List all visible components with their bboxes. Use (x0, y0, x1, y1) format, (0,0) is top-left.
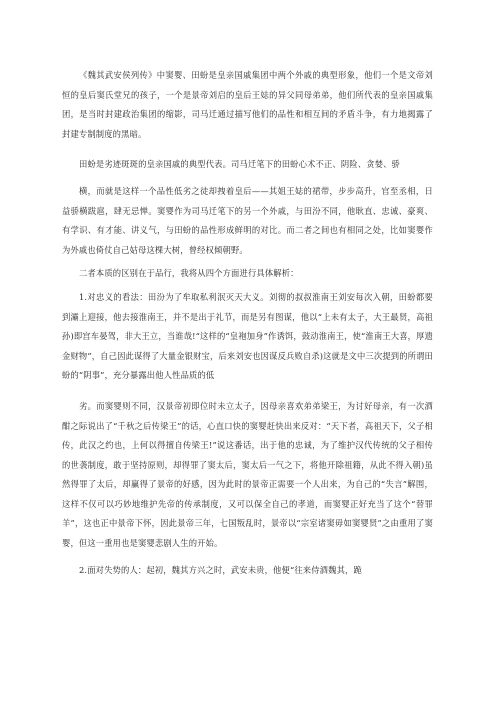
paragraph-four-aspects: 二者本质的区别在于品行，我将从四个方面进行具体解析： (79, 268, 299, 279)
paragraph-intro: 《魏其武安侯列传》中窦婴、田蚡是皇亲国戚集团中两个外戚的典型形象，他们一个是文帝刘恒的皇后窦氏堂兄的孩子，一个是景帝刘启的皇后王娡的异父同母弟弟，他们所代表的皇亲国戚集团，是当时封建政治集团的缩影，司马迁通过描写他们的品性和相互间的矛盾斗争，有力地揭露了封建专制制度的黑暗。 (62, 70, 433, 139)
paragraph-tianfen-intro: 田蚡是劣迹斑斑的皇亲国戚的典型代表。司马迁笔下的田蚡心术不正、阴险、贪婪、骄 (79, 159, 400, 170)
paragraph-contrast: 横，而就是这样一个品性低劣之徒却拽着皇后——其姐王娡的裙带，步步高升，官至丞相，日益骄横跋扈，肆无忌惮。窦婴作为司马迁笔下的另一个外戚，与田汾不同，他耿直、忠诚、豪爽、有学识、有才能、讲义气，与田蚡的品性形成鲜明的对比。而二者之间也有相同之处，比如窦婴作为外戚也倚仗自己姑母这棵大树，曾经权倾朝野。 (62, 185, 433, 255)
document-body (62, 66, 433, 580)
paragraph-douying: 劣。而窦婴则不同，汉景帝初即位时未立太子，因母亲喜欢弟弟梁王，为讨好母亲，有一次酒酣之际说出了“千秋之后传梁王”的话，心直口快的窦婴赶快出来反对：“天下者，高祖天下，父子相传，此汉之约也，上何以得擅自传梁王!”说这番话，出于他的忠诚，为了维护汉代传统的父子相传的世袭制度，敢于坚持原则，却得罪了窦太后，窦太后一气之下，将他开除祖籍，从此不得入朝)虽然得罪了太后，却赢得了景帝的好感，因为此时的景帝正需要一个人出来，为自己的“失言”解围，这样不仅可以巧妙地维护先帝的传承制度，又可以保全自己的孝道，而窦婴正好充当了这个“替罪羊”，这也正中景帝下怀，因此景帝三年，七国叛乱时，景帝以“宗室诸窦毋如窦婴贤”之由重用了窦婴，但这一重用也是窦婴悲剧人生的开始。 (62, 400, 433, 549)
paragraph-lost-power: 2.面对失势的人：起初，魏其方兴之时，武安未贵，他便“往来侍酒魏其，跪 (79, 564, 362, 575)
paragraph-loyalty: 1.对忠义的看法：田汾为了牟取私利泯灭天大义。刘彻的叔叔淮南王刘安每次入朝，田蚡都要到灞上迎接，他去接淮南王，并不是出于礼节，而是另有图谋，他以“上未有太子，大王最贤，高祖孙)即宫车晏驾，非大王立，当谁哉!“这样的“皇袍加身”作诱饵，鼓动淮南王，使“淮南王大喜，厚遗金财物”，自己因此谋得了大量金银财宝，后来刘安也因谋反兵败自杀)这就是文中三次提到的所谓田蚡的“阴事”，充分暴露出他人性品质的低 (62, 291, 433, 381)
